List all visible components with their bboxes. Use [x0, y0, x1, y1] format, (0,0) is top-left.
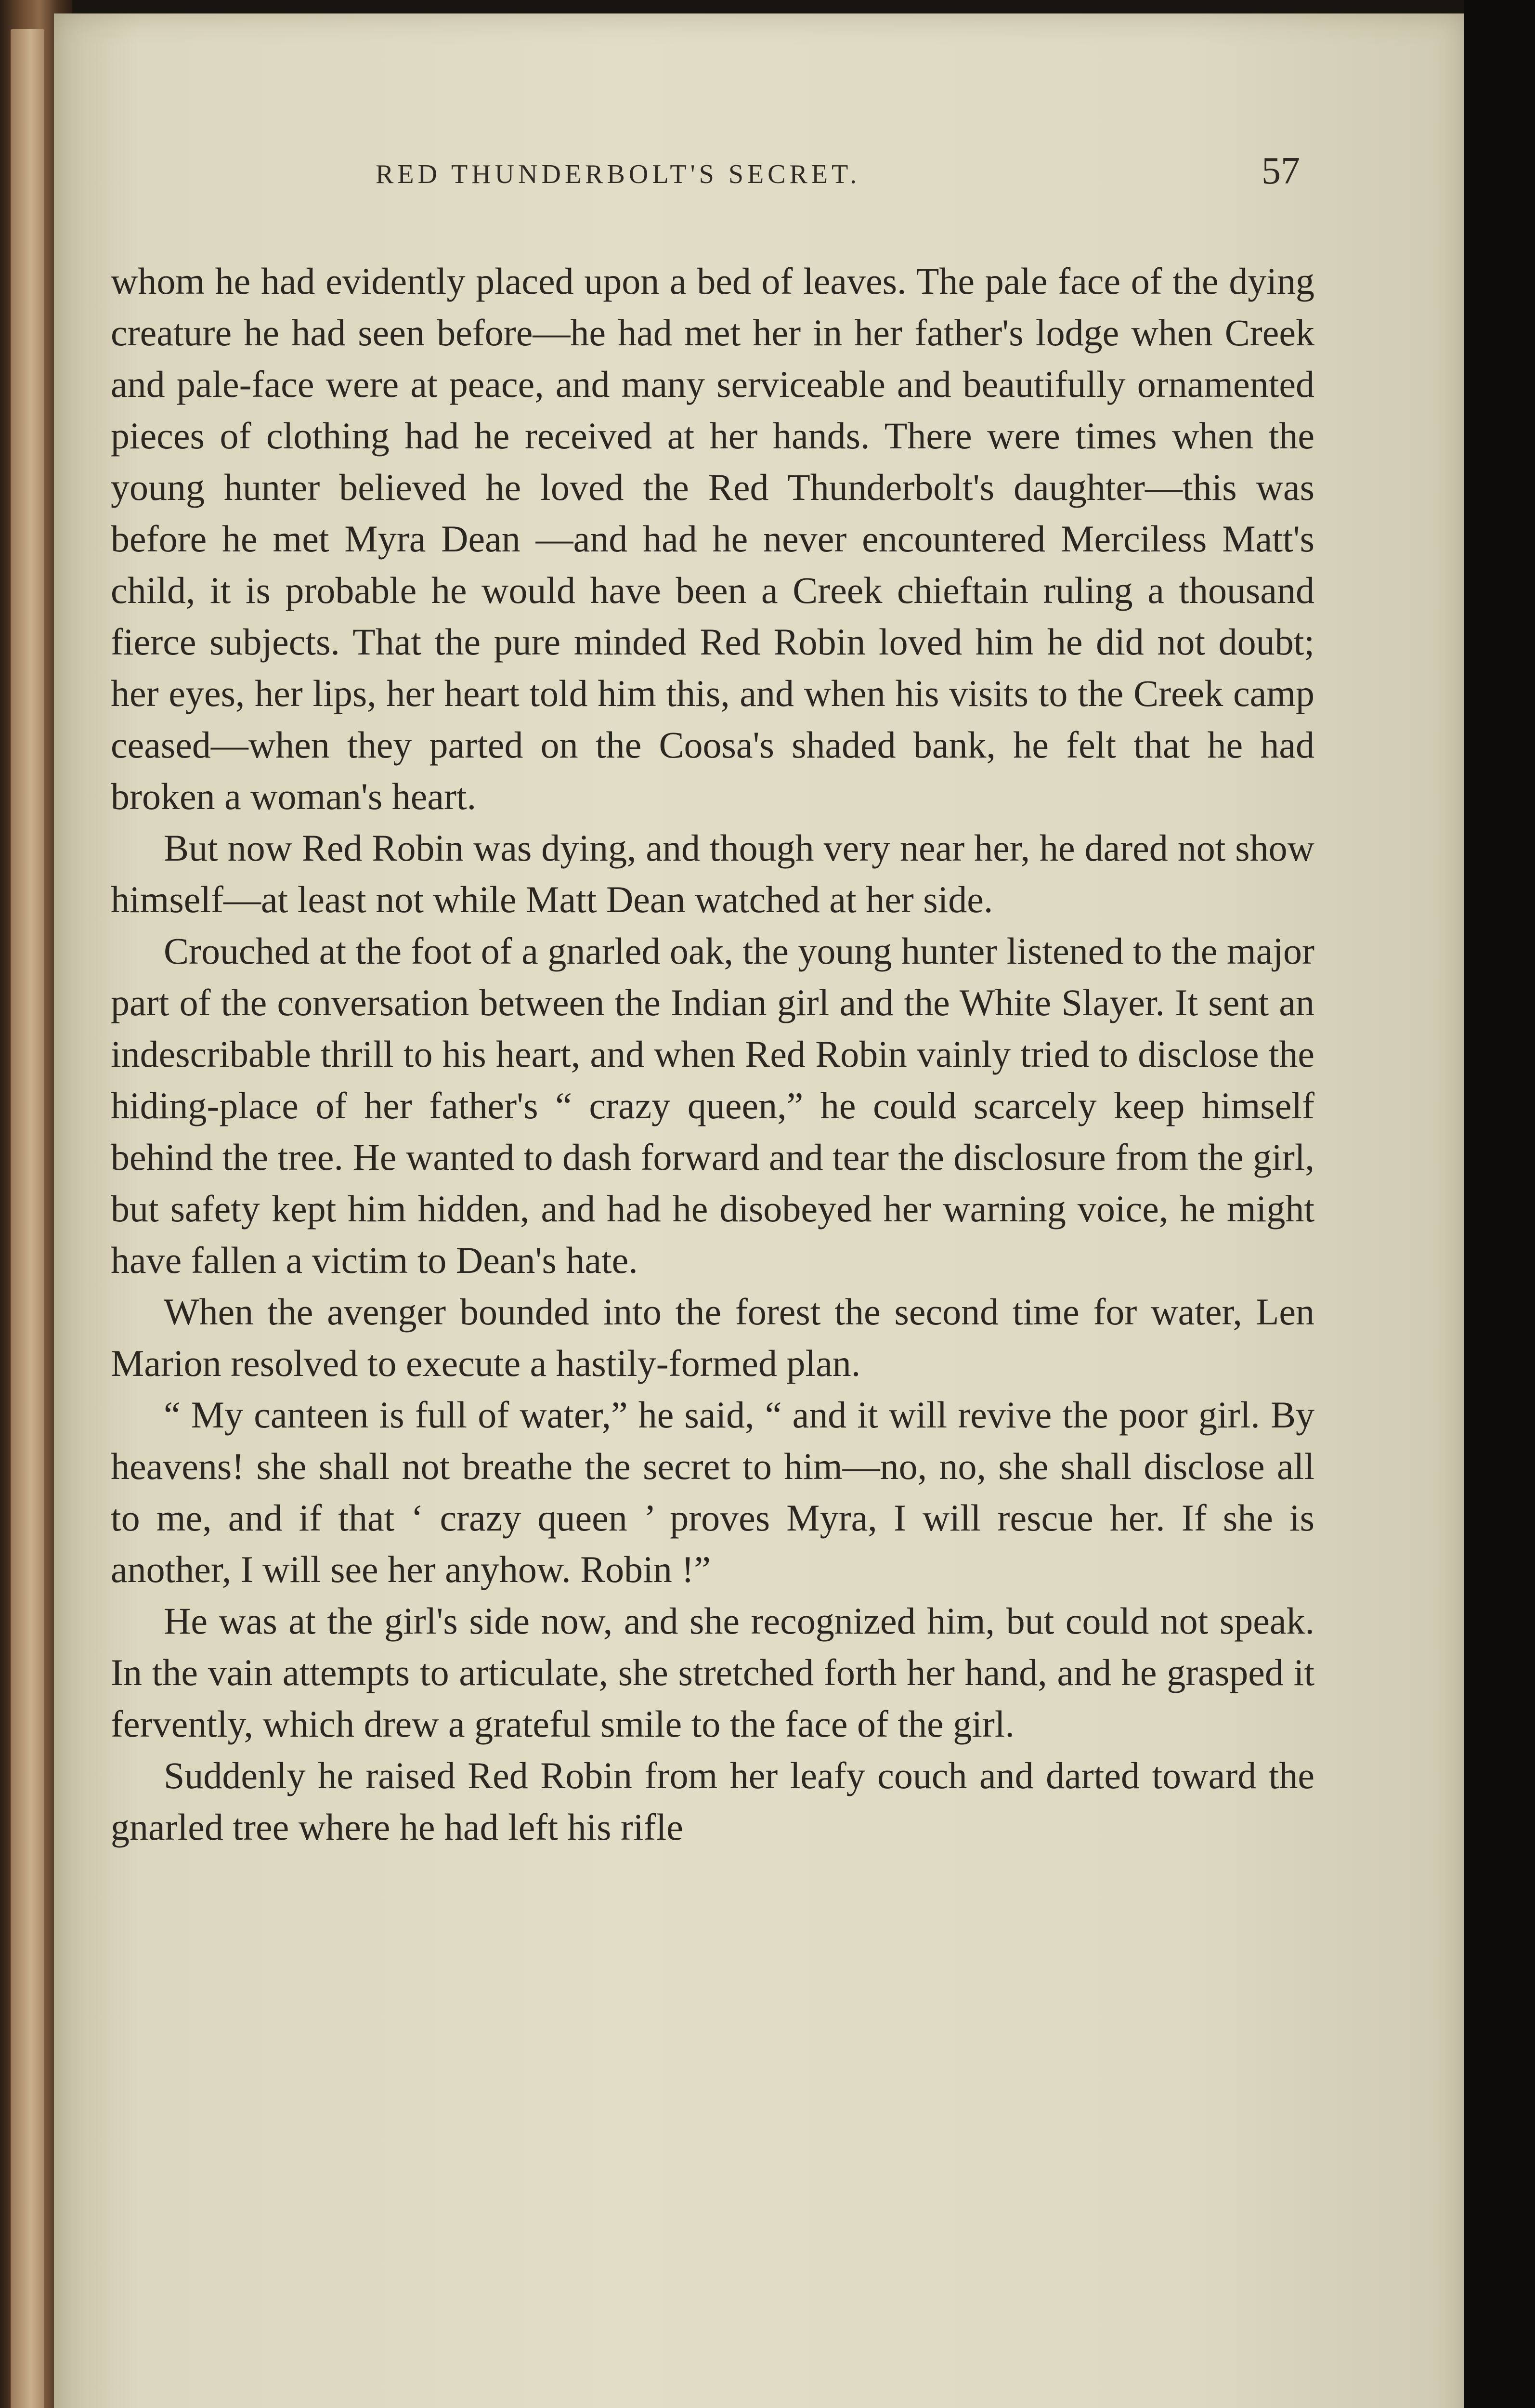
paragraph: Suddenly he raised Red Robin from her leafy couch and darted toward the gnarled tree where he had left his rifle — [111, 1754, 1314, 1848]
scan-background-edge — [1464, 0, 1535, 2408]
paragraph: “ My canteen is full of water,” he said, “ and it will revive the poor girl. By heavens! she shall not breathe the secret to him—no, no, she shall disclose all to me, and if that ‘ crazy queen ’ proves Myra, I will rescue her. If she is another, I will see her anyhow. Robin !” — [111, 1394, 1314, 1590]
paragraph: whom he had evidently placed upon a bed of leaves. The pale face of the dying creature he had seen before—he had met her in her father's lodge when Creek and pale-face were at peace, and many serviceable and beautifully ornamented pieces of clothing had he received at her hands. There were times when the young hunter believed he loved the Red Thunderbolt's daughter—this was before he met Myra Dean —and had he never encountered Merciless Matt's child, it is probable he would have been a Creek chieftain ruling a thousand fierce subjects. That the pure minded Red Robin loved him he did not doubt; her eyes, her lips, her heart told him this, and when his visits to the Creek camp ceased—when they parted on the Coosa's shaded bank, he felt that he had broken a woman's heart. — [111, 260, 1314, 817]
paragraph: When the avenger bounded into the forest the second time for water, Len Marion resolved to execute a hastily-formed plan. — [111, 1291, 1314, 1384]
paragraph: Crouched at the foot of a gnarled oak, the young hunter listened to the major part of the conversation between the Indian girl and the White Slayer. It sent an indescribable thrill to his heart, and when Red Robin vainly tried to disclose the hiding-place of her father's “ crazy queen,” he could scarcely keep himself behind the tree. He wanted to dash forward and tear the disclosure from the girl, but safety kept him hidden, and had he disobeyed her warning voice, he might have fallen a victim to Dean's hate. — [111, 930, 1314, 1281]
body-text — [111, 255, 1314, 1853]
running-title: RED THUNDERBOLT'S SECRET. — [376, 159, 861, 189]
paragraph: He was at the girl's side now, and she recognized him, but could not speak. In the vain attempts to articulate, she stretched forth her hand, and he grasped it fervently, which drew a grateful smile to the face of the girl. — [111, 1600, 1314, 1745]
page-number: 57 — [1262, 150, 1300, 192]
paragraph: But now Red Robin was dying, and though very near her, he dared not show himself—at least not while Matt Dean watched at her side. — [111, 827, 1314, 920]
facing-page-edge — [11, 29, 44, 2408]
